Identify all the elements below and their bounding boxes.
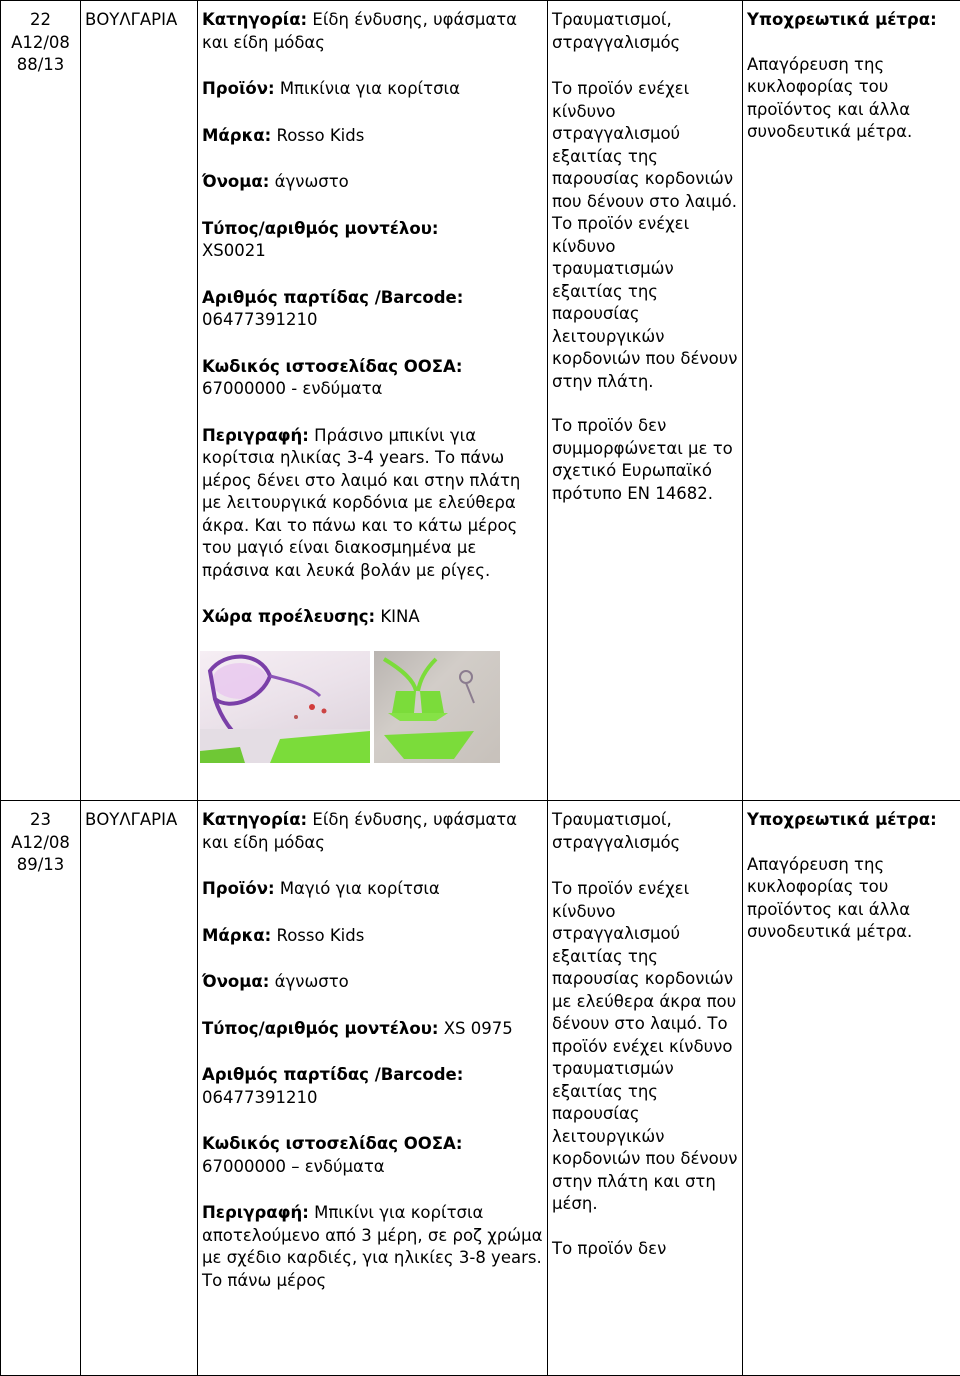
risk-cell — [548, 1, 743, 801]
oecd-value: 67000000 - ενδύματα — [202, 379, 382, 398]
category-field — [202, 809, 543, 854]
risk-compliance: Το προϊόν δεν — [552, 1238, 738, 1261]
model-label: Τύπος/αριθμός μοντέλου: — [202, 1019, 438, 1038]
product-value: Μπικίνια για κορίτσια — [280, 79, 460, 98]
name-field — [202, 971, 543, 994]
measures-cell — [743, 801, 960, 1376]
brand-value: Rosso Kids — [276, 926, 364, 945]
risk-description: Το προϊόν ενέχει κίνδυνο στραγγαλισμού εξαιτίας της παρουσίας κορδονιών με ελεύθερα άκρα που δένουν στο λαιμό. Το προϊόν ενέχει κίνδυνο τραυματισμών εξαιτίας της παρουσίας λειτουργικών κορδονιών που δένουν στην πλάτη και στη μέση. — [552, 878, 738, 1216]
brand-field — [202, 125, 543, 148]
brand-value: Rosso Kids — [276, 126, 364, 145]
notification-number-cell — [1, 1, 81, 801]
description-value: Μπικίνι για κορίτσια αποτελούμενο από 3 μέρη, σε ροζ χρώμα με σχέδιο καρδιές, για ηλικίες 3-8 years. Το πάνω μέρος — [202, 1203, 542, 1290]
notifying-country: ΒΟΥΛΓΑΡΙΑ — [85, 809, 193, 832]
batch-value: 06477391210 — [202, 310, 317, 329]
measures-text: Απαγόρευση της κυκλοφορίας του προϊόντος και άλλα συνοδευτικά μέτρα. — [747, 54, 956, 144]
batch-label: Αριθμός παρτίδας /Barcode: — [202, 288, 463, 307]
notification-row — [1, 801, 960, 1376]
product-value: Μαγιό για κορίτσια — [280, 879, 440, 898]
name-field — [202, 171, 543, 194]
origin-field — [202, 606, 543, 629]
model-label: Τύπος/αριθμός μοντέλου: — [202, 219, 438, 238]
product-photo-right — [374, 651, 500, 763]
description-field — [202, 1202, 543, 1292]
brand-label: Μάρκα: — [202, 926, 271, 945]
category-label: Κατηγορία: — [202, 810, 307, 829]
notification-number: 22 — [5, 9, 76, 32]
notification-row — [1, 1, 960, 801]
brand-field — [202, 925, 543, 948]
notification-number: 23 — [5, 809, 76, 832]
measures-text: Απαγόρευση της κυκλοφορίας του προϊόντος και άλλα συνοδευτικά μέτρα. — [747, 854, 956, 944]
brand-label: Μάρκα: — [202, 126, 271, 145]
origin-label: Χώρα προέλευσης: — [202, 607, 375, 626]
model-value: XS0021 — [202, 241, 266, 260]
measures-cell — [743, 1, 960, 801]
product-details-cell — [198, 1, 548, 801]
name-value: άγνωστο — [275, 972, 349, 991]
notification-reference: A12/0889/13 — [5, 832, 76, 877]
risk-type: Τραυματισμοί, στραγγαλισμός — [552, 9, 738, 54]
model-field — [202, 1018, 543, 1041]
notifying-country-cell — [81, 801, 198, 1376]
notification-reference: A12/0888/13 — [5, 32, 76, 77]
model-value: XS 0975 — [444, 1019, 513, 1038]
category-field — [202, 9, 543, 54]
neck-strap-image — [200, 651, 370, 763]
oecd-label: Κωδικός ιστοσελίδας ΟΟΣΑ: — [202, 1134, 462, 1153]
batch-value: 06477391210 — [202, 1088, 317, 1107]
oecd-value: 67000000 – ενδύματα — [202, 1157, 385, 1176]
name-value: άγνωστο — [275, 172, 349, 191]
risk-type: Τραυματισμοί, στραγγαλισμός — [552, 809, 738, 854]
description-label: Περιγραφή: — [202, 1203, 309, 1222]
product-photo — [200, 651, 500, 763]
description-value: Πράσινο μπικίνι για κορίτσια ηλικίας 3-4 years. Το πάνω μέρος δένει στο λαιμό και στην πλάτη με λειτουργικά κορδόνια με ελεύθερα άκρα. Και το πάνω και το κάτω μέρος του μαγιό είναι διακοσμημένα με πράσινα και λευκά βολάν με ρίγες. — [202, 426, 520, 580]
product-label: Προϊόν: — [202, 79, 275, 98]
category-value: Είδη ένδυσης, υφάσματα και είδη μόδας — [202, 10, 517, 52]
batch-field — [202, 1064, 543, 1109]
name-label: Όνομα: — [202, 172, 269, 191]
description-label: Περιγραφή: — [202, 426, 309, 445]
measures-label: Υποχρεωτικά μέτρα: — [747, 9, 956, 32]
name-label: Όνομα: — [202, 972, 269, 991]
notifying-country: ΒΟΥΛΓΑΡΙΑ — [85, 9, 193, 32]
oecd-label: Κωδικός ιστοσελίδας ΟΟΣΑ: — [202, 357, 462, 376]
product-photo-left — [200, 651, 370, 763]
batch-field — [202, 287, 543, 332]
swimsuit-image — [374, 651, 500, 763]
category-value: Είδη ένδυσης, υφάσματα και είδη μόδας — [202, 810, 517, 852]
notifying-country-cell — [81, 1, 198, 801]
category-label: Κατηγορία: — [202, 10, 307, 29]
oecd-field — [202, 1133, 543, 1178]
model-field — [202, 218, 543, 263]
risk-description: Το προϊόν ενέχει κίνδυνο στραγγαλισμού εξαιτίας της παρουσίας κορδονιών που δένουν στο λαιμό. Το προϊόν ενέχει κίνδυνο τραυματισμών εξαιτίας της παρουσίας λειτουργικών κορδονιών που δένουν στην πλάτη. — [552, 78, 738, 393]
risk-compliance: Το προϊόν δεν συμμορφώνεται με το σχετικό Ευρωπαϊκό πρότυπο EN 14682. — [552, 415, 738, 505]
measures-label: Υποχρεωτικά μέτρα: — [747, 809, 956, 832]
product-details-cell — [198, 801, 548, 1376]
product-field — [202, 78, 543, 101]
oecd-field — [202, 356, 543, 401]
product-label: Προϊόν: — [202, 879, 275, 898]
risk-cell — [548, 801, 743, 1376]
notification-number-cell — [1, 801, 81, 1376]
batch-label: Αριθμός παρτίδας /Barcode: — [202, 1065, 463, 1084]
origin-value: ΚΙΝΑ — [380, 607, 419, 626]
description-field — [202, 425, 543, 583]
product-field — [202, 878, 543, 901]
